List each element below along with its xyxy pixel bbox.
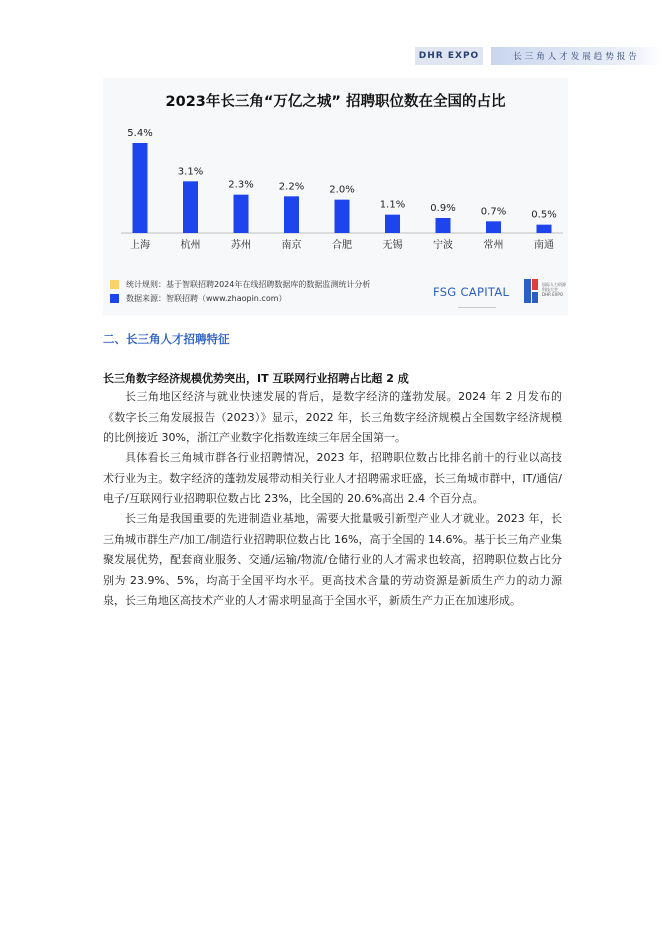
category-label-8: 南通	[534, 240, 554, 251]
bar-4	[335, 200, 350, 233]
data-label-8: 0.5%	[531, 209, 557, 221]
bar-0	[133, 143, 148, 233]
category-label-6: 宁波	[433, 240, 453, 251]
header-report-title: 长三角人才发展趋势报告	[491, 47, 662, 65]
dhr-logo-icon	[524, 277, 540, 305]
category-label-2: 苏州	[231, 240, 251, 251]
data-label-4: 2.0%	[329, 184, 355, 196]
bar-3	[284, 196, 299, 233]
bar-chart	[103, 78, 568, 278]
bar-5	[385, 215, 400, 233]
chart-panel	[103, 78, 568, 315]
category-label-7: 常州	[483, 240, 504, 251]
bar-2	[234, 195, 249, 233]
category-label-5: 无锡	[382, 240, 403, 251]
fsg-capital-logo: FSG CAPITAL	[433, 285, 510, 299]
legend-item-source	[110, 293, 287, 304]
divider	[458, 307, 496, 308]
header-brand-tab: DHR EXPO	[415, 47, 483, 65]
bar-1	[183, 181, 198, 233]
legend-swatch-yellow	[110, 280, 119, 289]
legend-swatch-blue	[110, 294, 119, 303]
subsection-heading: 长三角数字经济规模优势突出，IT 互联网行业招聘占比超 2 成	[103, 372, 409, 385]
category-label-1: 杭州	[180, 240, 201, 251]
section-title: 二、长三角人才招聘特征	[103, 332, 230, 346]
data-label-3: 2.2%	[278, 181, 305, 193]
paragraph-1: 长三角地区经济与就业快速发展的背后，是数字经济的蓬勃发展。2024 年 2 月发布的《数字长三角发展报告（2023）》显示，2022 年，长三角数字经济规模占全国数字经济规模的比例接近 30%，浙江产业数字化指数连续三年居全国第一。	[103, 390, 562, 444]
bar-7	[486, 221, 501, 233]
legend-item-rule	[110, 279, 370, 290]
category-label-3: 南京	[281, 240, 302, 251]
data-label-1: 3.1%	[177, 166, 204, 178]
dhr-expo-logo	[524, 277, 570, 307]
bar-6	[436, 218, 451, 233]
paragraph-3: 长三角是我国重要的先进制造业基地，需要大批量吸引新型产业人才就业。2023 年，长三角城市群生产/加工/制造行业招聘职位数占比 16%，高于全国的 14.6%。基于长三角产业集聚发展优势，配套商业服务、交通/运输/物流/仓储行业的人才需求也较高，招聘职位数占比分别为 23.9%、5%，均高于全国平均水平。更高技术含量的劳动资源是新质生产力的动力源泉，长三角地区高技术产业的人才需求明显高于全国水平，新质生产力正在加速形成。	[103, 512, 562, 607]
data-label-7: 0.7%	[480, 206, 507, 218]
legend-label-rule: 统计规则：基于智联招聘2024年在线招聘数据库的数据监测统计分析	[126, 280, 371, 289]
category-label-4: 合肥	[332, 240, 352, 251]
data-label-6: 0.9%	[430, 203, 456, 214]
paragraph-2: 具体看长三角城市群各行业招聘情况，2023 年，招聘职位数占比排名前十的行业以高技术行业为主。数字经济的蓬勃发展带动相关行业人才招聘需求旺盛，长三角城市群中，IT/通信/电子/互联网行业招聘职位数占比 23%，比全国的 20.6%高出 2.4 个百分点。	[103, 451, 562, 505]
legend-label-source: 数据来源：智联招聘（www.zhaopin.com）	[126, 294, 287, 303]
data-label-5: 1.1%	[379, 199, 406, 211]
data-label-0: 5.4%	[127, 128, 153, 139]
bar-8	[537, 225, 552, 233]
chart-title: 2023年长三角“万亿之城” 招聘职位数在全国的占比	[165, 94, 506, 110]
category-label-0: 上海	[130, 240, 150, 251]
data-label-2: 2.3%	[228, 179, 254, 191]
dhr-logo-wordmark: 国际人力资源 科技大会 DHR EXPO	[542, 282, 566, 297]
